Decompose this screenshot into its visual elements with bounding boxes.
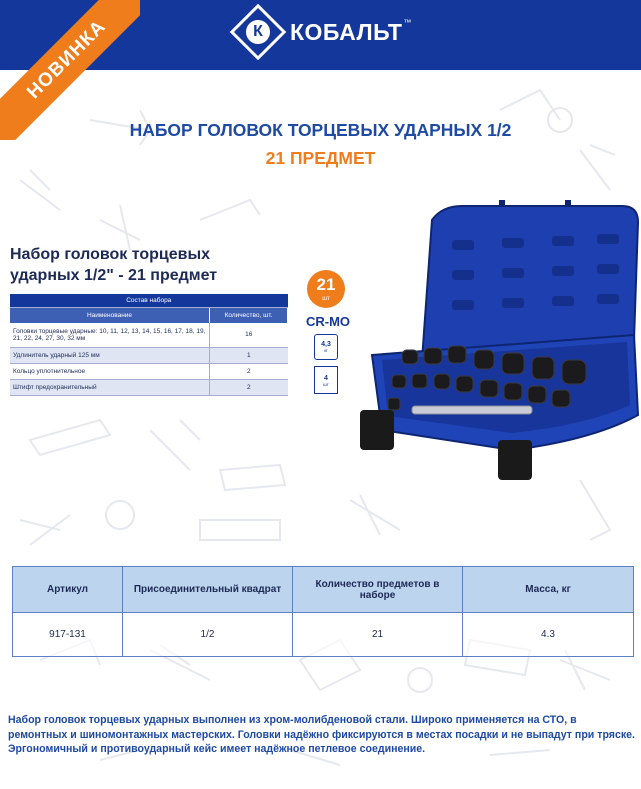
product-photo	[352, 200, 641, 490]
table-row	[13, 613, 634, 657]
table-row	[10, 323, 288, 347]
page-subtitle: 21 ПРЕДМЕТ	[265, 148, 376, 168]
logo-mark: К	[246, 20, 270, 44]
brand-trademark: ™	[403, 17, 412, 27]
weight-icon	[314, 334, 338, 360]
brand-name: КОБАЛЬТ	[290, 18, 403, 45]
composition-item-name: Головки торцевые ударные: 10, 11, 12, 13, 14, 15, 16, 17, 18, 19, 21, 22, 24, 27, 30, 32 мм	[10, 323, 210, 347]
item-count-value: 21	[316, 275, 336, 294]
new-ribbon	[0, 0, 140, 140]
new-badge: НОВИНКА	[0, 0, 140, 140]
composition-item-name: Кольцо уплотнительное	[10, 363, 210, 379]
spec-square-value: 1/2	[123, 613, 293, 657]
composition-item-qty: 16	[210, 323, 288, 347]
composition-table	[10, 294, 288, 396]
box-quantity-value: 4	[324, 375, 328, 382]
product-description: Набор головок торцевых ударных выполнен из хром-молибденовой стали. Широко применяется на СТО, в ремонтных и шиномонтажных мастерских. Головки надёжно фиксируются в местах посадки и не выпадут при тряске. Эргономичный и противоударный кейс имеет надёжное петлевое соединение.	[8, 714, 635, 755]
composition-item-name: Штифт предохранительный	[10, 379, 210, 395]
composition-col-qty: Количество, шт.	[210, 307, 288, 323]
composition-caption: Состав набора	[10, 294, 288, 307]
material-label: CR-MO	[305, 314, 351, 329]
weight-value: 4,3	[321, 341, 331, 348]
product-heading-line2: ударных 1/2" - 21 предмет	[10, 267, 218, 284]
spec-header-mass: Масса, кг	[463, 567, 634, 613]
item-count-badge	[307, 270, 345, 308]
composition-col-name: Наименование	[10, 307, 210, 323]
spec-count-value: 21	[293, 613, 463, 657]
table-row	[10, 347, 288, 363]
spec-mass-value: 4.3	[463, 613, 634, 657]
product-heading	[10, 244, 290, 286]
page-title: НАБОР ГОЛОВОК ТОРЦЕВЫХ УДАРНЫХ 1/2	[129, 120, 512, 140]
composition-item-name: Удлинитель ударный 125 мм	[10, 347, 210, 363]
item-count-unit: шт	[322, 296, 330, 302]
composition-item-qty: 2	[210, 363, 288, 379]
product-heading-line1: Набор головок торцевых	[10, 246, 211, 263]
spec-header-square: Присоединительный квадрат	[123, 567, 293, 613]
box-quantity-icon	[314, 366, 338, 394]
composition-item-qty: 2	[210, 379, 288, 395]
composition-item-qty: 1	[210, 347, 288, 363]
weight-unit: кг	[324, 348, 328, 353]
spec-article-value: 917-131	[13, 613, 123, 657]
table-row	[10, 363, 288, 379]
table-row	[10, 379, 288, 395]
spec-header-article: Артикул	[13, 567, 123, 613]
box-quantity-unit: шт	[323, 382, 329, 387]
spec-table	[12, 566, 634, 657]
spec-header-count: Количество предметов в наборе	[293, 567, 463, 613]
